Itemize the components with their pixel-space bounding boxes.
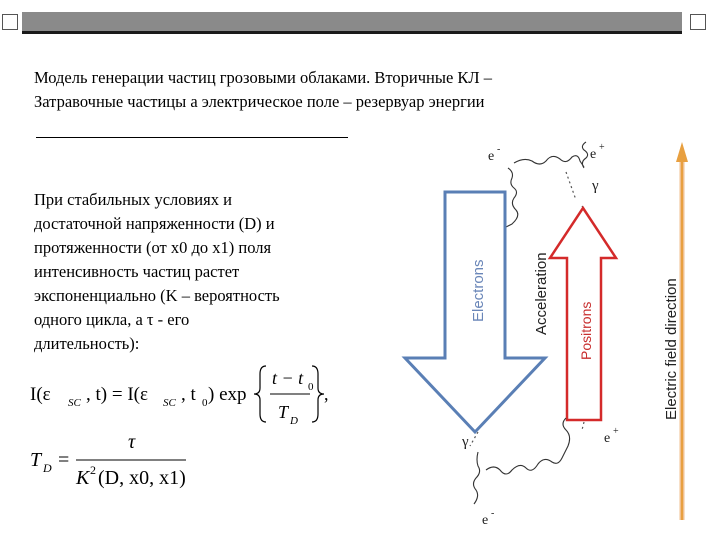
pair-production-diagram bbox=[390, 128, 700, 528]
formula2-den-sup: 2 bbox=[90, 463, 96, 477]
formula1-numerator: t − t bbox=[272, 368, 304, 388]
body-line: При стабильных условиях и bbox=[34, 190, 232, 209]
gamma-track-bottom bbox=[470, 432, 478, 446]
e-plus-bottom-sign: + bbox=[613, 426, 619, 437]
e-minus-top: e bbox=[488, 149, 495, 164]
left-brace bbox=[254, 366, 266, 422]
electron-track-bottom bbox=[474, 452, 480, 504]
gamma-track-top bbox=[566, 172, 576, 200]
acceleration-label: Acceleration bbox=[533, 252, 550, 335]
e-minus-top-sign: - bbox=[497, 144, 501, 155]
heading-line-2: Затравочные частицы а электрическое поле – резервуар энергии bbox=[34, 91, 485, 111]
body-text bbox=[34, 188, 344, 355]
e-plus-bottom: e bbox=[604, 431, 611, 446]
body-line: протяженности (от x0 до x1) поля bbox=[34, 237, 272, 257]
formula2-lhs: T bbox=[30, 449, 42, 471]
body-line: длительность): bbox=[34, 333, 140, 353]
body-line: достаточной напряженности (D) и bbox=[34, 213, 275, 233]
positron-link-bottom bbox=[582, 422, 584, 430]
formula2-den-args: (D, x0, x1) bbox=[98, 467, 186, 489]
e-minus-bottom: e bbox=[482, 513, 489, 528]
body-line: одного цикла, а τ - его bbox=[34, 309, 190, 329]
body-line: интенсивность частиц растет bbox=[34, 261, 240, 281]
e-plus-top-sign: + bbox=[599, 142, 605, 153]
formula1-den-sub: D bbox=[290, 415, 298, 427]
divider-line bbox=[36, 137, 348, 138]
formula1-sub: SC bbox=[68, 397, 81, 409]
slide-heading bbox=[34, 66, 634, 114]
formula1-mid: , t) = I(ε bbox=[86, 384, 148, 405]
title-bar-decoration bbox=[22, 12, 682, 34]
formula2-den: K bbox=[76, 467, 90, 489]
heading-line-1: Модель генерации частиц грозовыми облаками. Вторичные КЛ – bbox=[34, 68, 492, 87]
positron-track-top bbox=[582, 142, 587, 168]
intensity-formula bbox=[28, 360, 328, 430]
field-arrow-head bbox=[676, 142, 688, 162]
formula1-denominator: T bbox=[278, 402, 289, 422]
formula1-lhs: I(ε bbox=[30, 384, 51, 405]
formula1-comma: , bbox=[324, 384, 329, 404]
body-line: экспоненциально (K – вероятность bbox=[34, 285, 280, 305]
field-direction-label: Electric field direction bbox=[663, 278, 680, 420]
gamma-top: γ bbox=[592, 178, 599, 194]
e-minus-bottom-sign: - bbox=[491, 508, 495, 519]
formula1-zero: 0 bbox=[202, 397, 208, 409]
track-top-connector bbox=[514, 156, 584, 167]
electrons-label: Electrons bbox=[470, 259, 487, 322]
formula2-equals: = bbox=[58, 449, 70, 471]
title-bar-square-left bbox=[2, 14, 18, 30]
right-brace bbox=[312, 366, 324, 422]
formula2-lhs-sub: D bbox=[43, 461, 52, 475]
track-bottom-connector bbox=[486, 418, 570, 474]
duration-formula bbox=[28, 428, 228, 498]
formula1-num-sub: 0 bbox=[308, 381, 314, 393]
gamma-bottom: γ bbox=[462, 434, 469, 450]
title-bar-square-right bbox=[690, 14, 706, 30]
formula2-numerator: τ bbox=[128, 431, 136, 453]
formula1-t0: , t bbox=[181, 384, 196, 405]
formula1-exp: ) exp bbox=[208, 384, 247, 405]
formula1-sub2: SC bbox=[163, 397, 176, 409]
positrons-label: Positrons bbox=[578, 301, 594, 360]
e-plus-top: e bbox=[590, 147, 597, 162]
electron-track-top bbox=[506, 168, 518, 227]
